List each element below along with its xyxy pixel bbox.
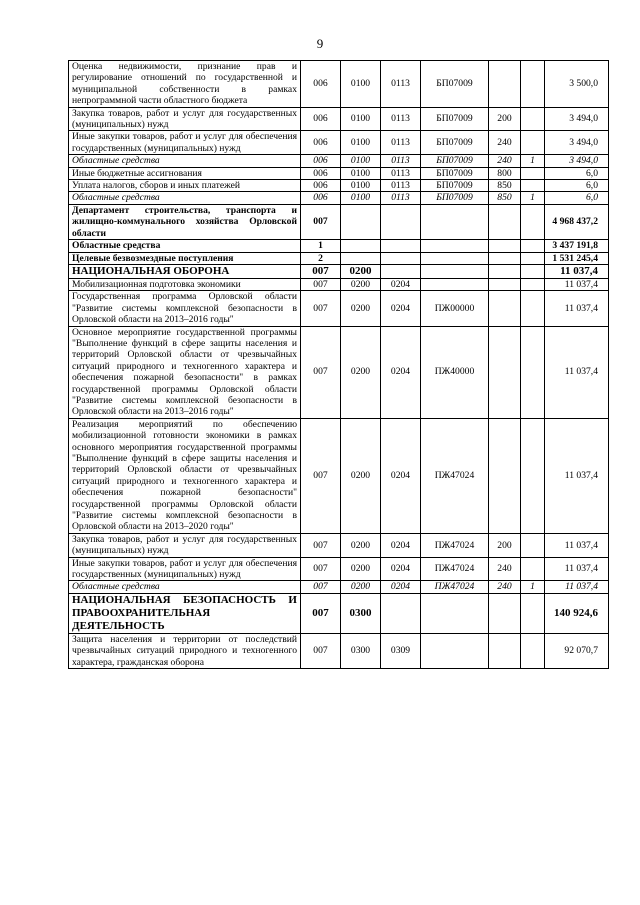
- row-section-cell: 0100: [341, 131, 381, 155]
- row-expense-type-cell: 850: [489, 192, 521, 204]
- row-amount-cell: 92 070,7: [545, 633, 609, 668]
- row-target-article-cell: [421, 593, 489, 633]
- row-source-cell: 1: [521, 581, 545, 593]
- row-name-cell: Целевые безвозмездные поступления: [69, 252, 301, 264]
- row-section-cell: 0300: [341, 593, 381, 633]
- table-row: [69, 633, 609, 668]
- table-row: [69, 418, 609, 533]
- row-target-article-cell: [421, 278, 489, 290]
- row-source-cell: [521, 167, 545, 179]
- row-amount-cell: 6,0: [545, 180, 609, 192]
- row-source-cell: [521, 291, 545, 326]
- budget-table: [68, 60, 609, 669]
- row-source-cell: [521, 107, 545, 131]
- row-expense-type-cell: [489, 240, 521, 252]
- row-subsection-cell: 0113: [381, 107, 421, 131]
- row-source-cell: [521, 278, 545, 290]
- row-amount-cell: 3 500,0: [545, 61, 609, 108]
- row-section-cell: 0200: [341, 291, 381, 326]
- row-amount-cell: 11 037,4: [545, 581, 609, 593]
- row-subsection-cell: 0113: [381, 180, 421, 192]
- row-target-article-cell: ПЖ40000: [421, 326, 489, 418]
- row-name-cell: Областные средства: [69, 240, 301, 252]
- row-name-cell: Иные бюджетные ассигнования: [69, 167, 301, 179]
- table-row: [69, 278, 609, 290]
- table-row: [69, 61, 609, 108]
- row-ved-cell: 007: [301, 204, 341, 239]
- row-section-cell: 0100: [341, 155, 381, 167]
- row-expense-type-cell: 240: [489, 131, 521, 155]
- row-expense-type-cell: [489, 593, 521, 633]
- row-amount-cell: 1 531 245,4: [545, 252, 609, 264]
- table-row: [69, 533, 609, 557]
- row-ved-cell: 006: [301, 192, 341, 204]
- table-row: [69, 291, 609, 326]
- row-ved-cell: 2: [301, 252, 341, 264]
- row-ved-cell: 007: [301, 291, 341, 326]
- row-expense-type-cell: [489, 418, 521, 533]
- row-subsection-cell: [381, 204, 421, 239]
- row-target-article-cell: БП07009: [421, 107, 489, 131]
- row-expense-type-cell: 200: [489, 107, 521, 131]
- row-source-cell: 1: [521, 192, 545, 204]
- row-source-cell: [521, 131, 545, 155]
- row-amount-cell: 11 037,4: [545, 533, 609, 557]
- row-target-article-cell: ПЖ00000: [421, 291, 489, 326]
- row-expense-type-cell: 850: [489, 180, 521, 192]
- row-target-article-cell: ПЖ47024: [421, 533, 489, 557]
- row-target-article-cell: ПЖ47024: [421, 418, 489, 533]
- table-row: [69, 204, 609, 239]
- row-subsection-cell: 0309: [381, 633, 421, 668]
- row-expense-type-cell: [489, 252, 521, 264]
- page-number: 9: [316, 36, 324, 51]
- row-amount-cell: 11 037,4: [545, 418, 609, 533]
- row-section-cell: [341, 252, 381, 264]
- row-section-cell: 0300: [341, 633, 381, 668]
- row-name-cell: НАЦИОНАЛЬНАЯ ОБОРОНА: [69, 264, 301, 278]
- row-source-cell: [521, 418, 545, 533]
- row-ved-cell: 007: [301, 593, 341, 633]
- row-amount-cell: 140 924,6: [545, 593, 609, 633]
- row-target-article-cell: [421, 264, 489, 278]
- row-source-cell: [521, 633, 545, 668]
- row-expense-type-cell: 240: [489, 557, 521, 581]
- row-name-cell: Государственная программа Орловской области "Развитие системы комплексной безопасности в Орловской области на 2013–2016 годы": [69, 291, 301, 326]
- row-ved-cell: 006: [301, 107, 341, 131]
- row-name-cell: Закупка товаров, работ и услуг для государственных (муниципальных) нужд: [69, 107, 301, 131]
- row-subsection-cell: 0204: [381, 418, 421, 533]
- row-section-cell: 0100: [341, 167, 381, 179]
- row-source-cell: [521, 326, 545, 418]
- row-ved-cell: 006: [301, 180, 341, 192]
- row-target-article-cell: ПЖ47024: [421, 581, 489, 593]
- table-row: [69, 593, 609, 633]
- row-section-cell: 0200: [341, 418, 381, 533]
- row-amount-cell: 11 037,4: [545, 557, 609, 581]
- row-section-cell: 0200: [341, 264, 381, 278]
- table-row: [69, 581, 609, 593]
- row-source-cell: [521, 61, 545, 108]
- row-amount-cell: 11 037,4: [545, 278, 609, 290]
- row-expense-type-cell: [489, 61, 521, 108]
- row-expense-type-cell: [489, 204, 521, 239]
- row-amount-cell: 11 037,4: [545, 291, 609, 326]
- row-subsection-cell: [381, 593, 421, 633]
- row-name-cell: Уплата налогов, сборов и иных платежей: [69, 180, 301, 192]
- table-row: [69, 240, 609, 252]
- row-amount-cell: 11 037,4: [545, 264, 609, 278]
- row-amount-cell: 6,0: [545, 167, 609, 179]
- row-expense-type-cell: [489, 278, 521, 290]
- row-amount-cell: 3 437 191,8: [545, 240, 609, 252]
- row-name-cell: Департамент строительства, транспорта и жилищно-коммунального хозяйства Орловской области: [69, 204, 301, 239]
- row-section-cell: 0100: [341, 180, 381, 192]
- row-amount-cell: 3 494,0: [545, 107, 609, 131]
- row-name-cell: Основное мероприятие государственной программы "Выполнение функций в сфере защиты населения и территорий Орловской области от чрезвычайных ситуаций природного и техногенного характера и обеспечения пожарной безопасности" в рамках государственной программы Орловской области "Развитие системы комплексной безопасности в Орловской области на 2013–2016 годы": [69, 326, 301, 418]
- row-ved-cell: 007: [301, 264, 341, 278]
- row-name-cell: Областные средства: [69, 192, 301, 204]
- row-subsection-cell: 0204: [381, 581, 421, 593]
- row-subsection-cell: 0113: [381, 167, 421, 179]
- table-row: [69, 180, 609, 192]
- row-expense-type-cell: 200: [489, 533, 521, 557]
- row-ved-cell: 007: [301, 326, 341, 418]
- row-subsection-cell: 0204: [381, 291, 421, 326]
- row-subsection-cell: [381, 264, 421, 278]
- row-subsection-cell: 0204: [381, 533, 421, 557]
- row-expense-type-cell: 240: [489, 581, 521, 593]
- row-section-cell: 0200: [341, 533, 381, 557]
- row-amount-cell: 11 037,4: [545, 326, 609, 418]
- row-ved-cell: 007: [301, 633, 341, 668]
- row-ved-cell: 007: [301, 418, 341, 533]
- row-ved-cell: 006: [301, 155, 341, 167]
- row-amount-cell: 3 494,0: [545, 155, 609, 167]
- table-row: [69, 192, 609, 204]
- row-name-cell: Иные закупки товаров, работ и услуг для обеспечения государственных (муниципальных) нужд: [69, 557, 301, 581]
- row-section-cell: 0100: [341, 61, 381, 108]
- row-section-cell: [341, 240, 381, 252]
- row-target-article-cell: [421, 240, 489, 252]
- row-name-cell: Реализация мероприятий по обеспечению мобилизационной готовности экономики в рамках основного мероприятия государственной программы "Выполнение функций в сфере защиты населения и территорий Орловской области от чрезвычайных ситуаций природного и техногенного характера и обеспечения пожарной безопасности" государственной программы Орловской области "Развитие системы комплексной безопасности в Орловской области на 2013–2020 годы": [69, 418, 301, 533]
- row-subsection-cell: 0113: [381, 155, 421, 167]
- row-target-article-cell: БП07009: [421, 155, 489, 167]
- row-source-cell: [521, 240, 545, 252]
- row-name-cell: Оценка недвижимости, признание прав и регулирование отношений по государственной и муниципальной собственности в рамках непрограммной части областного бюджета: [69, 61, 301, 108]
- table-row: [69, 167, 609, 179]
- row-section-cell: 0200: [341, 557, 381, 581]
- row-ved-cell: 006: [301, 131, 341, 155]
- row-subsection-cell: [381, 240, 421, 252]
- row-ved-cell: 007: [301, 533, 341, 557]
- row-subsection-cell: 0113: [381, 61, 421, 108]
- row-name-cell: Областные средства: [69, 155, 301, 167]
- table-row: [69, 252, 609, 264]
- row-source-cell: [521, 204, 545, 239]
- row-amount-cell: 6,0: [545, 192, 609, 204]
- row-section-cell: 0200: [341, 581, 381, 593]
- row-expense-type-cell: [489, 264, 521, 278]
- row-source-cell: [521, 264, 545, 278]
- row-target-article-cell: БП07009: [421, 180, 489, 192]
- row-ved-cell: 007: [301, 581, 341, 593]
- row-target-article-cell: БП07009: [421, 61, 489, 108]
- row-name-cell: Закупка товаров, работ и услуг для государственных (муниципальных) нужд: [69, 533, 301, 557]
- row-section-cell: [341, 204, 381, 239]
- row-subsection-cell: 0204: [381, 557, 421, 581]
- row-expense-type-cell: [489, 326, 521, 418]
- row-expense-type-cell: 240: [489, 155, 521, 167]
- table-row: [69, 264, 609, 278]
- row-ved-cell: 006: [301, 167, 341, 179]
- table-body: [69, 61, 609, 669]
- row-target-article-cell: [421, 633, 489, 668]
- row-target-article-cell: ПЖ47024: [421, 557, 489, 581]
- row-source-cell: [521, 533, 545, 557]
- row-expense-type-cell: 800: [489, 167, 521, 179]
- row-ved-cell: 007: [301, 278, 341, 290]
- row-name-cell: Областные средства: [69, 581, 301, 593]
- row-amount-cell: 4 968 437,2: [545, 204, 609, 239]
- row-section-cell: 0200: [341, 278, 381, 290]
- row-target-article-cell: БП07009: [421, 167, 489, 179]
- row-section-cell: 0200: [341, 326, 381, 418]
- row-expense-type-cell: [489, 291, 521, 326]
- row-source-cell: [521, 252, 545, 264]
- table-row: [69, 107, 609, 131]
- row-ved-cell: 1: [301, 240, 341, 252]
- table-row: [69, 326, 609, 418]
- row-expense-type-cell: [489, 633, 521, 668]
- row-ved-cell: 007: [301, 557, 341, 581]
- row-source-cell: [521, 557, 545, 581]
- row-source-cell: 1: [521, 155, 545, 167]
- row-source-cell: [521, 180, 545, 192]
- row-subsection-cell: [381, 252, 421, 264]
- row-section-cell: 0100: [341, 107, 381, 131]
- row-subsection-cell: 0204: [381, 326, 421, 418]
- row-subsection-cell: 0113: [381, 192, 421, 204]
- row-section-cell: 0100: [341, 192, 381, 204]
- table-row: [69, 557, 609, 581]
- row-subsection-cell: 0204: [381, 278, 421, 290]
- row-target-article-cell: [421, 252, 489, 264]
- row-name-cell: НАЦИОНАЛЬНАЯ БЕЗОПАСНОСТЬ И ПРАВООХРАНИТЕЛЬНАЯ ДЕЯТЕЛЬНОСТЬ: [69, 593, 301, 633]
- row-target-article-cell: БП07009: [421, 192, 489, 204]
- table-row: [69, 155, 609, 167]
- row-name-cell: Защита населения и территории от последствий чрезвычайных ситуаций природного и техногенного характера, гражданская оборона: [69, 633, 301, 668]
- table-row: [69, 131, 609, 155]
- row-target-article-cell: БП07009: [421, 131, 489, 155]
- row-ved-cell: 006: [301, 61, 341, 108]
- row-target-article-cell: [421, 204, 489, 239]
- row-name-cell: Иные закупки товаров, работ и услуг для обеспечения государственных (муниципальных) нужд: [69, 131, 301, 155]
- row-amount-cell: 3 494,0: [545, 131, 609, 155]
- row-source-cell: [521, 593, 545, 633]
- row-subsection-cell: 0113: [381, 131, 421, 155]
- row-name-cell: Мобилизационная подготовка экономики: [69, 278, 301, 290]
